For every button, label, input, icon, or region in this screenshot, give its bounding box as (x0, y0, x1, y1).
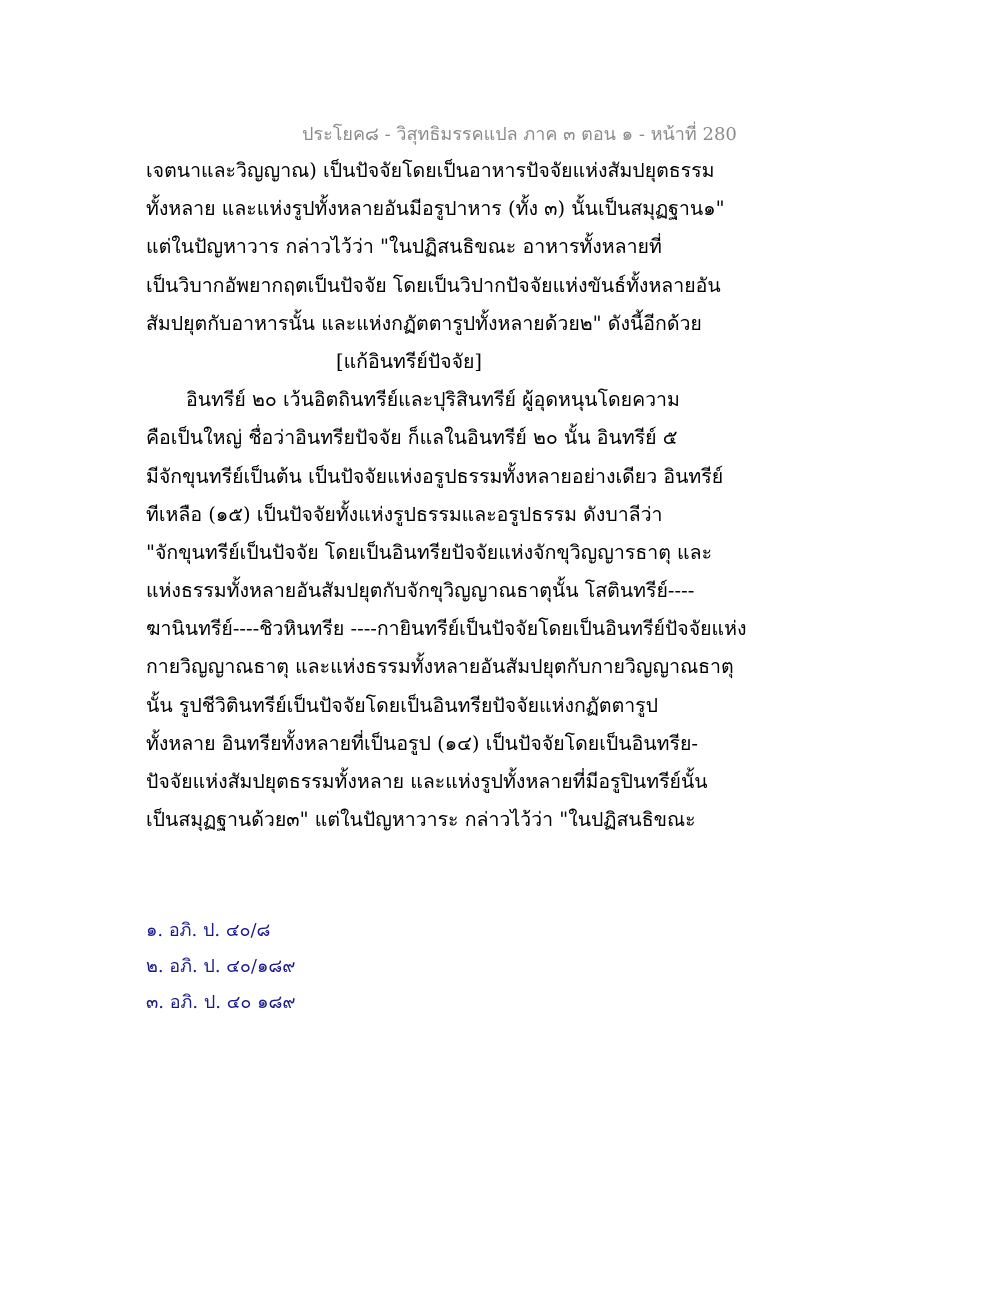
footnote: ๒. อภิ. ป. ๔๐/๑๘๙ (146, 956, 296, 977)
text-line: "จักขุนทรีย์เป็นปัจจัย โดยเป็นอินทรียปัจจัยแห่งจักขุวิญญารธาตุ และ (146, 540, 713, 564)
text-line: เจตนาและวิญญาณ) เป็นปัจจัยโดยเป็นอาหารปัจจัยแห่งสัมปยุตธรรม (146, 159, 715, 182)
text-line: มีจักขุนทรีย์เป็นต้น เป็นปัจจัยแห่งอรูปธรรมทั้งหลายอย่างเดียว อินทรีย์ (146, 464, 724, 488)
text-line: ทีเหลือ (๑๕) เป็นปัจจัยทั้งแห่งรูปธรรมและอรูปธรรม ดังบาลีว่า (146, 502, 663, 526)
page-header: ประโยค๘ - วิสุทธิมรรคแปล ภาค ๓ ตอน ๑ - หน้าที่ 280 (302, 124, 737, 145)
text-line: แห่งธรรมทั้งหลายอันสัมปยุตกับจักขุวิญญาณธาตุนั้น โสตินทรีย์---- (146, 579, 695, 603)
text-line: อินทรีย์ ๒๐ เว้นอิตถินทรีย์และปุริสินทรีย์ ผู้อุดหนุนโดยความ (186, 388, 680, 412)
text-line: คือเป็นใหญ่ ชื่อว่าอินทรียปัจจัย ก็แลในอินทรีย์ ๒๐ นั้น อินทรีย์ ๕ (146, 426, 678, 450)
text-line: เป็นสมุฏฐานด้วย๓" แต่ในปัญหาวาระ กล่าวไว้ว่า "ในปฏิสนธิขณะ (146, 808, 696, 832)
footnotes (146, 913, 546, 1021)
text-line: ฆานินทรีย์----ชิวหินทรีย ----กายินทรีย์เป็นปัจจัยโดยเป็นอินทรีย์ปัจจัยแห่ง (146, 617, 747, 641)
body-text (146, 152, 746, 839)
text-line: ทั้งหลาย และแห่งรูปทั้งหลายอันมีอรูปาหาร (ทั้ง ๓) นั้นเป็นสมุฏฐาน๑" (146, 197, 725, 221)
text-line: เป็นวิบากอัพยากฤตเป็นปัจจัย โดยเป็นวิปากปัจจัยแห่งขันธ์ทั้งหลายอัน (146, 273, 721, 297)
footnote: ๑. อภิ. ป. ๔๐/๘ (146, 920, 271, 941)
section-heading: [แก้อินทรีย์ปัจจัย] (336, 349, 483, 373)
text-line: กายวิญญาณธาตุ และแห่งธรรมทั้งหลายอันสัมปยุตกับกายวิญญาณธาตุ (146, 655, 734, 679)
text-line: ปัจจัยแห่งสัมปยุตธรรมทั้งหลาย และแห่งรูปทั้งหลายที่มีอรูปินทรีย์นั้น (146, 770, 708, 793)
text-line: ทั้งหลาย อินทรียทั้งหลายที่เป็นอรูป (๑๔) เป็นปัจจัยโดยเป็นอินทรีย- (146, 731, 698, 755)
text-line: สัมปยุตกับอาหารนั้น และแห่งกฏัตตารูปทั้งหลายด้วย๒" ดังนี้อีกด้วย (146, 311, 702, 335)
footnote: ๓. อภิ. ป. ๔๐ ๑๘๙ (146, 992, 296, 1013)
text-line: แต่ในปัญหาวาร กล่าวไว้ว่า "ในปฏิสนธิขณะ อาหารทั้งหลายที่ (146, 235, 662, 259)
text-line: นั้น รูปชีวิตินทรีย์เป็นปัจจัยโดยเป็นอินทรียปัจจัยแห่งกฏัตตารูป (146, 693, 659, 717)
